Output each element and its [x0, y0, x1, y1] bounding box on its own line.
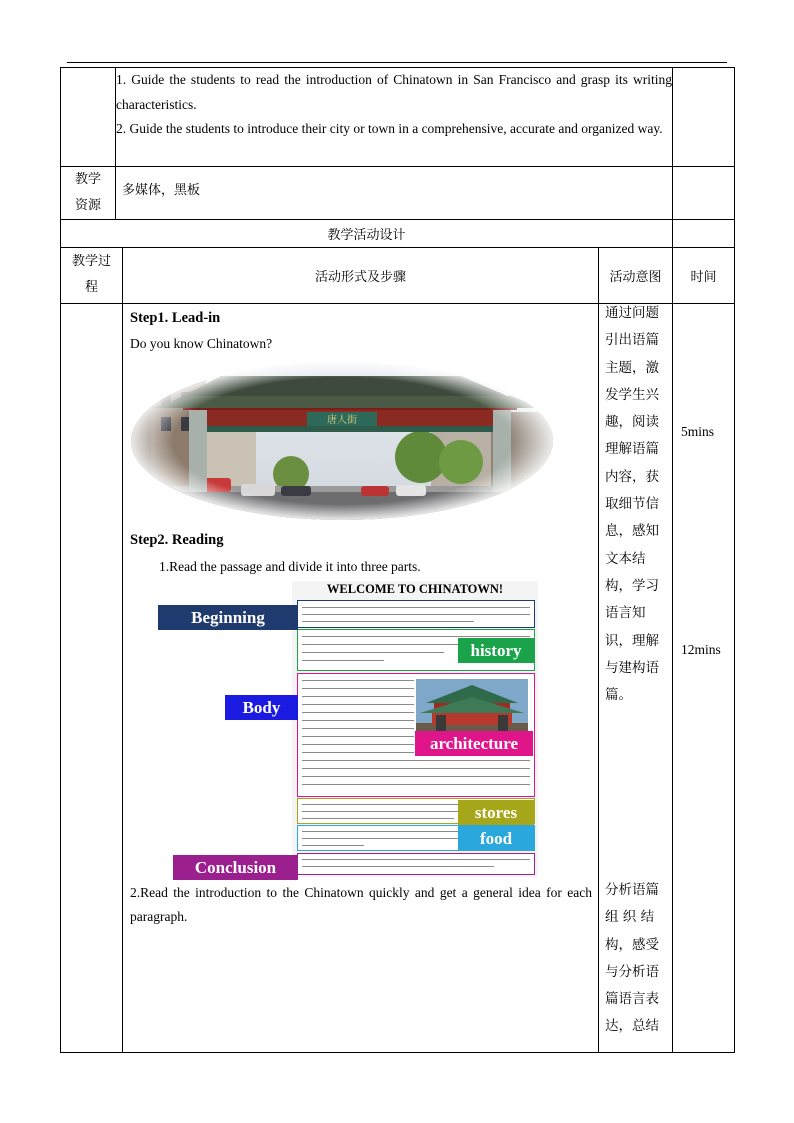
chinatown-gate-photo: [131, 362, 553, 520]
design-title-cell: [61, 220, 673, 248]
objective-1: 1. Guide the students to read the introduction of Chinatown in San Francisco and grasp its writing characteristics.: [116, 72, 673, 112]
step1-question: Do you know Chinatown?: [130, 336, 273, 351]
resources-empty-cell: [673, 167, 735, 220]
history-banner: history: [458, 638, 534, 663]
header-activities-cell: [123, 248, 599, 304]
step2-task2: 2.Read the introduction to the Chinatown quickly and get a general idea for each paragraph.: [130, 885, 592, 924]
header-process-2: 程: [84, 280, 98, 295]
objectives-cell: [116, 68, 673, 167]
step2-time: 12mins: [681, 642, 721, 657]
step1-time: 5mins: [681, 424, 715, 439]
header-time: 时间: [690, 270, 717, 285]
resources-label-1: 教学: [74, 172, 101, 187]
header-activities: 活动形式及步骤: [314, 270, 406, 285]
resources-label-cell: [61, 167, 116, 220]
objectives-label-cell: [61, 68, 116, 167]
resources-label-2: 资源: [74, 198, 101, 213]
beginning-box: [297, 600, 535, 628]
design-title-empty-cell: [673, 220, 735, 248]
design-title: 教学活动设计: [327, 228, 406, 243]
food-banner: food: [458, 826, 534, 851]
header-rule: [67, 62, 727, 63]
time-cell: [673, 304, 735, 1053]
objectives-empty-cell: [673, 68, 735, 167]
step2-intent: 分析语篇 组 织 结 构，感受 与分析语 篇语言表 达，总结: [605, 882, 659, 1035]
resources-value-cell: [116, 167, 673, 220]
conclusion-label: Conclusion: [173, 855, 298, 880]
architecture-banner: architecture: [415, 731, 533, 756]
step1-heading: Step1. Lead-in: [130, 310, 221, 326]
process-cell: [61, 304, 123, 1053]
passage-structure-graphic: [158, 581, 538, 877]
header-process-cell: [61, 248, 123, 304]
intent-cell: [599, 304, 673, 1053]
article-title: WELCOME TO CHINATOWN!: [326, 582, 504, 596]
body-label: Body: [225, 695, 298, 720]
header-time-cell: [673, 248, 735, 304]
beginning-label: Beginning: [158, 605, 298, 630]
activities-cell: [123, 304, 599, 1053]
step1-intent: 通过问题 引出语篇 主题，激 发学生兴 趣，阅读 理解语篇 内容，获 取细节信 息，感知 文本结 构，学习 语言知 识，理解 与建构语 篇。: [605, 305, 659, 704]
lesson-plan-table: [60, 67, 735, 1053]
objective-2: 2. Guide the students to introduce their city or town in a comprehensive, accurate and organized way.: [116, 121, 663, 136]
header-intent: 活动意图: [609, 270, 662, 285]
step2-heading: Step2. Reading: [130, 532, 224, 548]
header-process-1: 教学过: [71, 254, 111, 269]
step2-task1: 1.Read the passage and divide it into three parts.: [159, 559, 421, 574]
header-intent-cell: [599, 248, 673, 304]
resources-value: 多媒体，黑板: [122, 183, 201, 198]
stores-banner: stores: [458, 800, 534, 825]
conclusion-box: [297, 853, 535, 875]
